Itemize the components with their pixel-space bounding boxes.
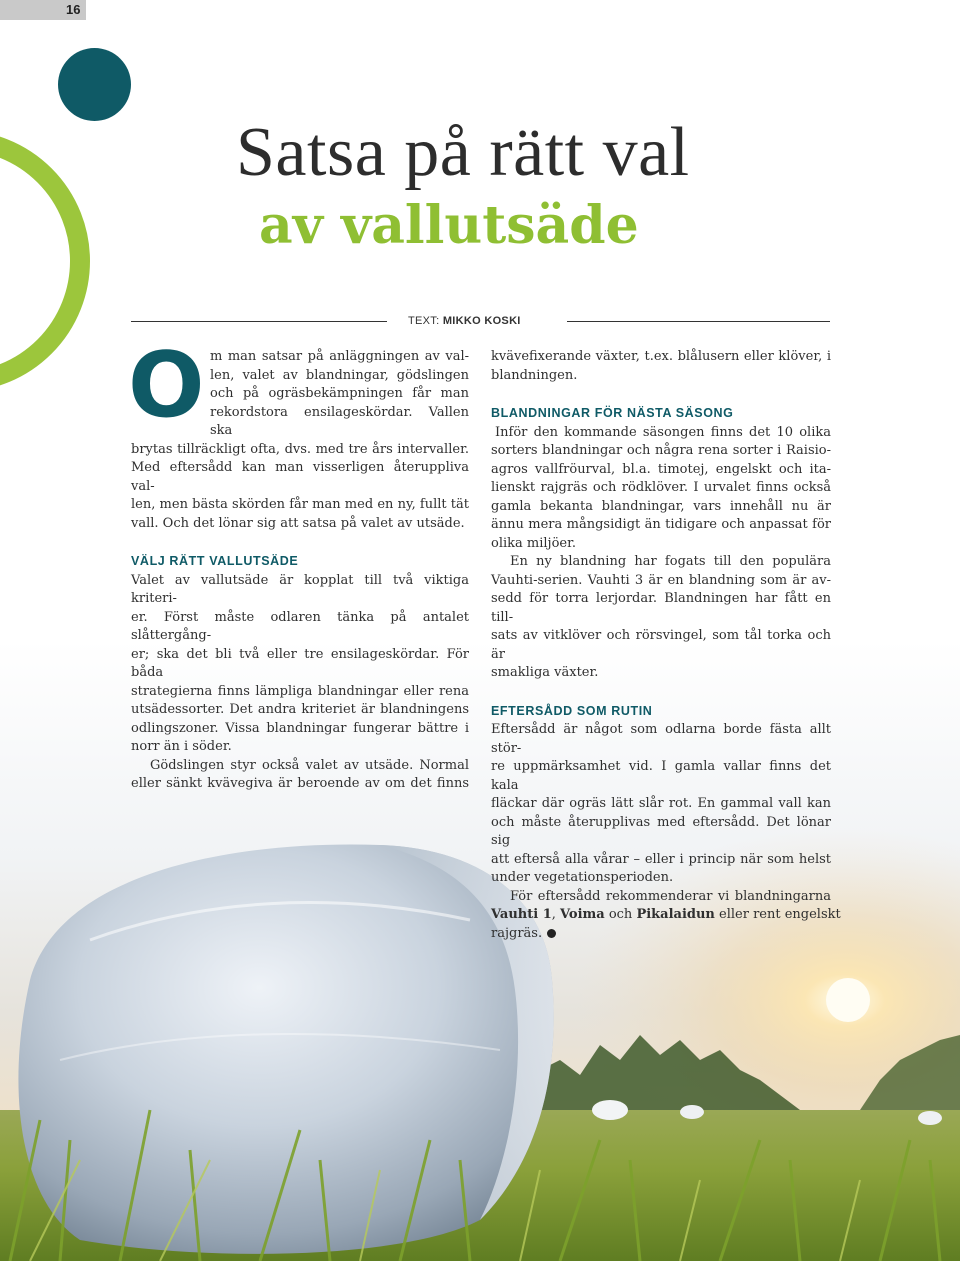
intro-line: len, men bästa skörden får man med en ny, fullt tät	[131, 497, 469, 512]
body-line: och måste återupplivas med eftersådd. Det lönar sig	[491, 814, 831, 848]
section-heading: VÄLJ RÄTT VALLUTSÄDE	[131, 554, 299, 568]
body-line: eller sänkt kvävegiva är beroende av om det finns	[131, 776, 469, 791]
body-line: Eftersådd är något som odlarna borde fästa allt stör-	[491, 722, 831, 756]
byline-rule-left	[131, 321, 387, 322]
body-line: Gödslingen styr också valet av utsäde. Normal	[150, 757, 469, 773]
intro-line: Med eftersådd kan man visserligen återuppliva val-	[131, 460, 469, 494]
product-name: Voima	[560, 907, 605, 922]
body-line: sedd för torra lerjordar. Blandningen har fått en till-	[491, 591, 831, 625]
teal-circle-decoration	[58, 48, 131, 121]
body-line: sats av vitklöver och rörsvingel, som tål torka och är	[491, 628, 831, 662]
body-line: För eftersådd rekommenderar vi blandningarna	[510, 888, 831, 904]
drop-cap: O	[128, 333, 205, 438]
body-line: fläckar där ogräs lätt slår rot. En gammal vall kan	[491, 796, 831, 811]
body-line	[491, 925, 831, 944]
body-line: er. Först måste odlaren tänka på antalet slåttergång-	[131, 609, 469, 643]
intro-line: rekordstora ensilageskördar. Vallen ska	[210, 404, 469, 438]
body-line: gamla bekanta blandningar, vars innehåll nu är	[491, 498, 831, 514]
intro-line: brytas tillräckligt ofta, dvs. med tre års intervaller.	[131, 441, 469, 457]
byline-label: TEXT:	[408, 315, 440, 327]
body-line: sorters blandningar och några rena sorter i Raisio-	[491, 443, 831, 458]
end-mark-icon	[547, 929, 556, 938]
right-column	[491, 348, 841, 943]
body-line: agros vallfröurval, bl.a. timotej, engelskt och ita-	[491, 461, 831, 477]
body-line: odlingszoner. Vissa blandningar fungerar bättre i	[131, 720, 469, 736]
product-name: Pikalaidun	[636, 907, 715, 922]
text-fragment: eller rent engelskt	[714, 907, 841, 922]
body-line: Inför den kommande säsongen finns det 10 olika	[495, 424, 831, 440]
page-subtitle: av vallutsäde	[259, 195, 639, 256]
intro-line: och på ogräsbekämpningen får man	[210, 386, 469, 401]
section-heading: BLANDNINGAR FÖR NÄSTA SÄSONG	[491, 406, 734, 420]
body-line: En ny blandning har fogats till den populära	[510, 554, 831, 569]
green-ring-decoration	[0, 130, 90, 392]
body-line: lienskt rajgräs och rödklöver. I urvalet finns också	[491, 480, 831, 495]
body-line: blandningen.	[491, 367, 578, 383]
body-line: utsädessorter. Det andra kriteriet är blandningens	[131, 702, 469, 717]
body-line: Valet av vallutsäde är kopplat till två viktiga kriteri-	[131, 572, 469, 606]
body-line: er; ska det bli två eller tre ensilageskördar. För båda	[131, 646, 469, 680]
body-line: olika miljöer.	[491, 535, 577, 551]
body-line: ännu mera mångsidigt än tidigare och anpassat för	[491, 517, 831, 532]
intro-line: m man satsar på anläggningen av val-	[210, 349, 469, 364]
body-line: re uppmärksamhet vid. I gamla vallar finns det kala	[491, 759, 831, 793]
section-heading: EFTERSÅDD SOM RUTIN	[491, 703, 653, 718]
text-fragment: rajgräs.	[491, 925, 543, 941]
intro-line: len, valet av blandningar, gödslingen	[210, 367, 469, 383]
page-number: 16	[0, 0, 86, 20]
body-line	[491, 906, 841, 925]
body-line: norr än i söder.	[131, 739, 232, 754]
body-line: smakliga växter.	[491, 665, 599, 680]
body-line: strategierna finns lämpliga blandningar eller rena	[131, 683, 469, 699]
body-line: kvävefixerande växter, t.ex. blålusern eller klöver, i	[491, 349, 831, 364]
product-name: Vauhti 1	[491, 907, 552, 922]
body-line: under vegetationsperioden.	[491, 870, 674, 885]
left-column	[131, 348, 469, 794]
text-fragment: ,	[551, 907, 560, 922]
intro-line: vall. Och det lönar sig att satsa på valet av utsäde.	[131, 515, 465, 531]
byline	[408, 315, 548, 327]
body-line: Vauhti-serien. Vauhti 3 är en blandning som är av-	[491, 572, 831, 588]
byline-rule-right	[567, 321, 830, 322]
page-title: Satsa på rätt val	[236, 114, 690, 191]
byline-author: MIKKO KOSKI	[442, 315, 521, 327]
text-fragment: och	[604, 907, 637, 922]
body-line: att efterså alla vårar – eller i princip när som helst	[491, 851, 831, 867]
